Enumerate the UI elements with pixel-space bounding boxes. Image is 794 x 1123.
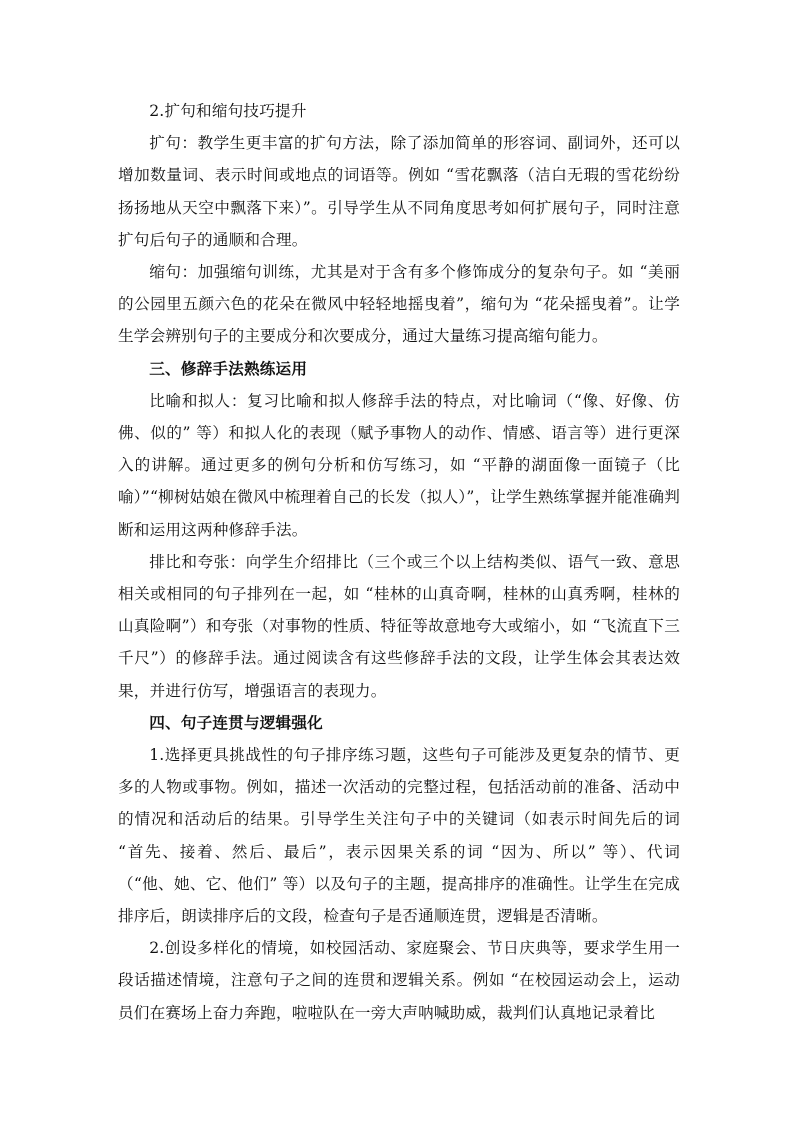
paragraph-sentence-ordering: 1.选择更具挑战性的句子排序练习题，这些句子可能涉及更复杂的情节、更多的人物或事物。例如，描述一次活动的完整过程，包括活动前的准备、活动中的情况和活动后的结果。引导学生关注句子中的关键词（如表示时间先后的词 “首先、接着、然后、最后”，表示因果关系的词 “因为、所以” 等）、代词（“他、她、它、他们” 等）以及句子的主题，提高排序的准确性。让学生在完成排序后，朗读排序后的文段，检查句子是否通顺连贯，逻辑是否清晰。 <box>118 746 680 926</box>
paragraph-sentence-expansion: 扩句：教学生更丰富的扩句方法，除了添加简单的形容词、副词外，还可以增加数量词、表示时间或地点的词语等。例如 “雪花飘落（洁白无瑕的雪花纷纷扬扬地从天空中飘落下来）”。引导学生从不同角度思考如何扩展句子，同时注意扩句后句子的通顺和合理。 <box>118 134 680 249</box>
section-heading-coherence: 四、句子连贯与逻辑强化 <box>149 712 323 732</box>
paragraph-scenario-writing: 2.创设多样化的情境，如校园活动、家庭聚会、节日庆典等，要求学生用一段话描述情境，注意句子之间的连贯和逻辑关系。例如 “在校园运动会上，运动员们在赛场上奋力奔跑，啦啦队在一旁大声呐喊助威，裁判们认真地记录着比 <box>118 939 680 1022</box>
subsection-title: 2.扩句和缩句技巧提升 <box>149 102 307 120</box>
section-heading-rhetoric: 三、修辞手法熟练运用 <box>149 358 308 378</box>
paragraph-parallelism-hyperbole: 排比和夸张：向学生介绍排比（三个或三个以上结构类似、语气一致、意思相关或相同的句子排列在一起，如 “桂林的山真奇啊，桂林的山真秀啊，桂林的山真险啊”）和夸张（对事物的性质、特征等故意地夸大或缩小，如 “飞流直下三千尺”）的修辞手法。通过阅读含有这些修辞手法的文段，让学生体会其表达效果，并进行仿写，增强语言的表现力。 <box>118 552 680 700</box>
document-body <box>118 95 680 1029</box>
paragraph-metaphor-personification: 比喻和拟人：复习比喻和拟人修辞手法的特点，对比喻词（“像、好像、仿佛、似的” 等）和拟人化的表现（赋予事物人的动作、情感、语言等）进行更深入的讲解。通过更多的例句分析和仿写练习，如 “平静的湖面像一面镜子（比喻）”“柳树姑娘在微风中梳理着自己的长发（拟人）”，让学生熟练掌握并能准确判断和运用这两种修辞手法。 <box>118 391 680 539</box>
paragraph-sentence-reduction: 缩句：加强缩句训练，尤其是对于含有多个修饰成分的复杂句子。如 “美丽的公园里五颜六色的花朵在微风中轻轻地摇曳着”，缩句为 “花朵摇曳着”。让学生学会辨别句子的主要成分和次要成分，通过大量练习提高缩句能力。 <box>118 263 680 346</box>
